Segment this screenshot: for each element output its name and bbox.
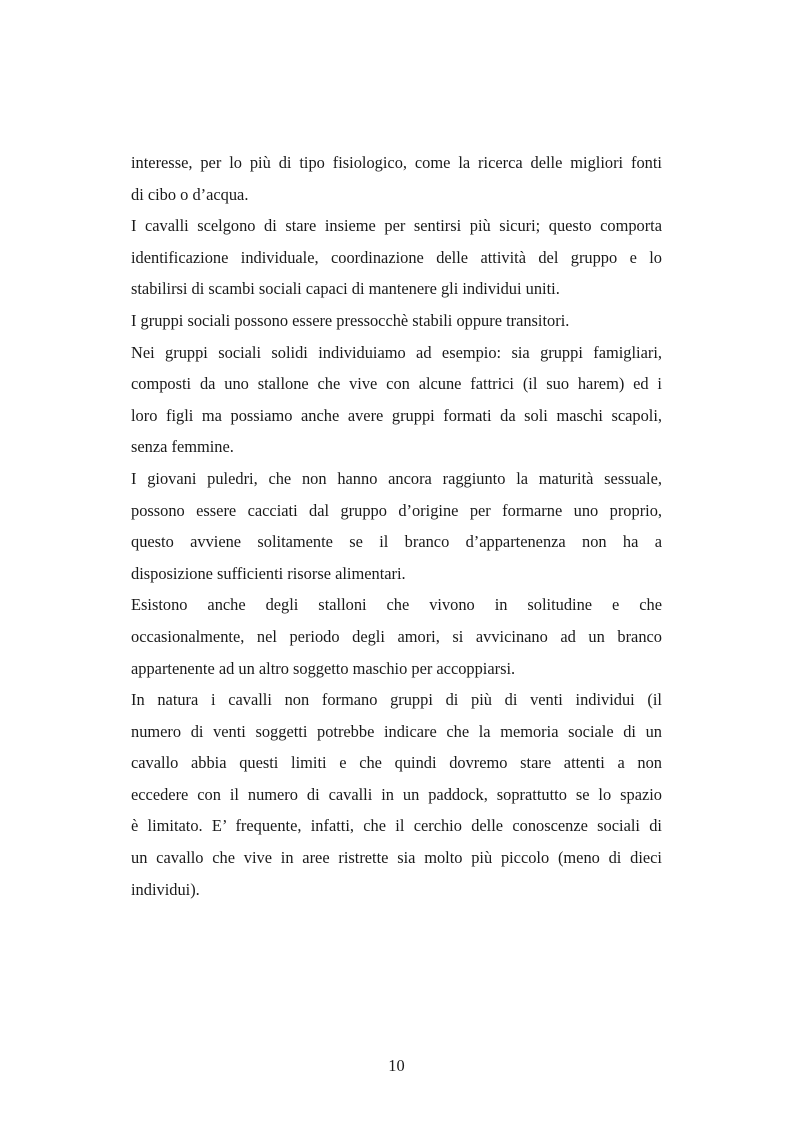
text-line: è limitato. E’ frequente, infatti, che il cerchio delle conoscenze sociali di (131, 816, 662, 836)
text-line: interesse, per lo più di tipo fisiologico, come la ricerca delle migliori fonti (131, 153, 662, 172)
text-line: di cibo o d’acqua. (131, 184, 249, 204)
text-line: disposizione sufficienti risorse alimentari. (131, 563, 406, 583)
text-line: numero di venti soggetti potrebbe indicare che la memoria sociale di un (131, 721, 662, 741)
paragraph-5 (131, 463, 662, 589)
text-line: un cavallo che vive in aree ristrette sia molto più piccolo (meno di dieci (131, 848, 662, 868)
paragraph-7 (131, 684, 662, 905)
text-line: Nei gruppi sociali solidi individuiamo ad esempio: sia gruppi famigliari, (131, 342, 662, 362)
text-line: Esistono anche degli stalloni che vivono in solitudine e che (131, 595, 662, 615)
paragraph-6 (131, 589, 662, 684)
text-line: loro figli ma possiamo anche avere gruppi formati da soli maschi scapoli, (131, 405, 662, 425)
text-line: stabilirsi di scambi sociali capaci di mantenere gli individui uniti. (131, 279, 560, 299)
text-line: appartenente ad un altro soggetto maschio per accoppiarsi. (131, 658, 516, 678)
text-line: composti da uno stallone che vive con alcune fattrici (il suo harem) ed i (131, 374, 662, 394)
text-line: I giovani puledri, che non hanno ancora raggiunto la maturità sessuale, (131, 468, 662, 488)
text-line: cavallo abbia questi limiti e che quindi dovremo stare attenti a non (131, 753, 662, 773)
body-text (131, 147, 662, 905)
text-line: questo avviene solitamente se il branco d’appartenenza non ha a (131, 532, 662, 552)
text-line: I cavalli scelgono di stare insieme per sentirsi più sicuri; questo comporta (131, 216, 662, 236)
text-line: individui). (131, 879, 200, 899)
text-line: In natura i cavalli non formano gruppi di più di venti individui (il (131, 690, 662, 710)
text-line: senza femmine. (131, 437, 234, 457)
text-line: possono essere cacciati dal gruppo d’origine per formarne uno proprio, (131, 500, 662, 520)
text-line: occasionalmente, nel periodo degli amori, si avvicinano ad un branco (131, 626, 662, 646)
page-number: 10 (388, 1056, 405, 1075)
paragraph-1 (131, 147, 662, 210)
paragraph-2 (131, 210, 662, 305)
paragraph-3 (131, 305, 662, 337)
text-line: I gruppi sociali possono essere pressocchè stabili oppure transitori. (131, 310, 570, 330)
text-line: eccedere con il numero di cavalli in un paddock, soprattutto se lo spazio (131, 784, 662, 804)
paragraph-4 (131, 337, 662, 463)
text-line: identificazione individuale, coordinazione delle attività del gruppo e lo (131, 247, 662, 267)
